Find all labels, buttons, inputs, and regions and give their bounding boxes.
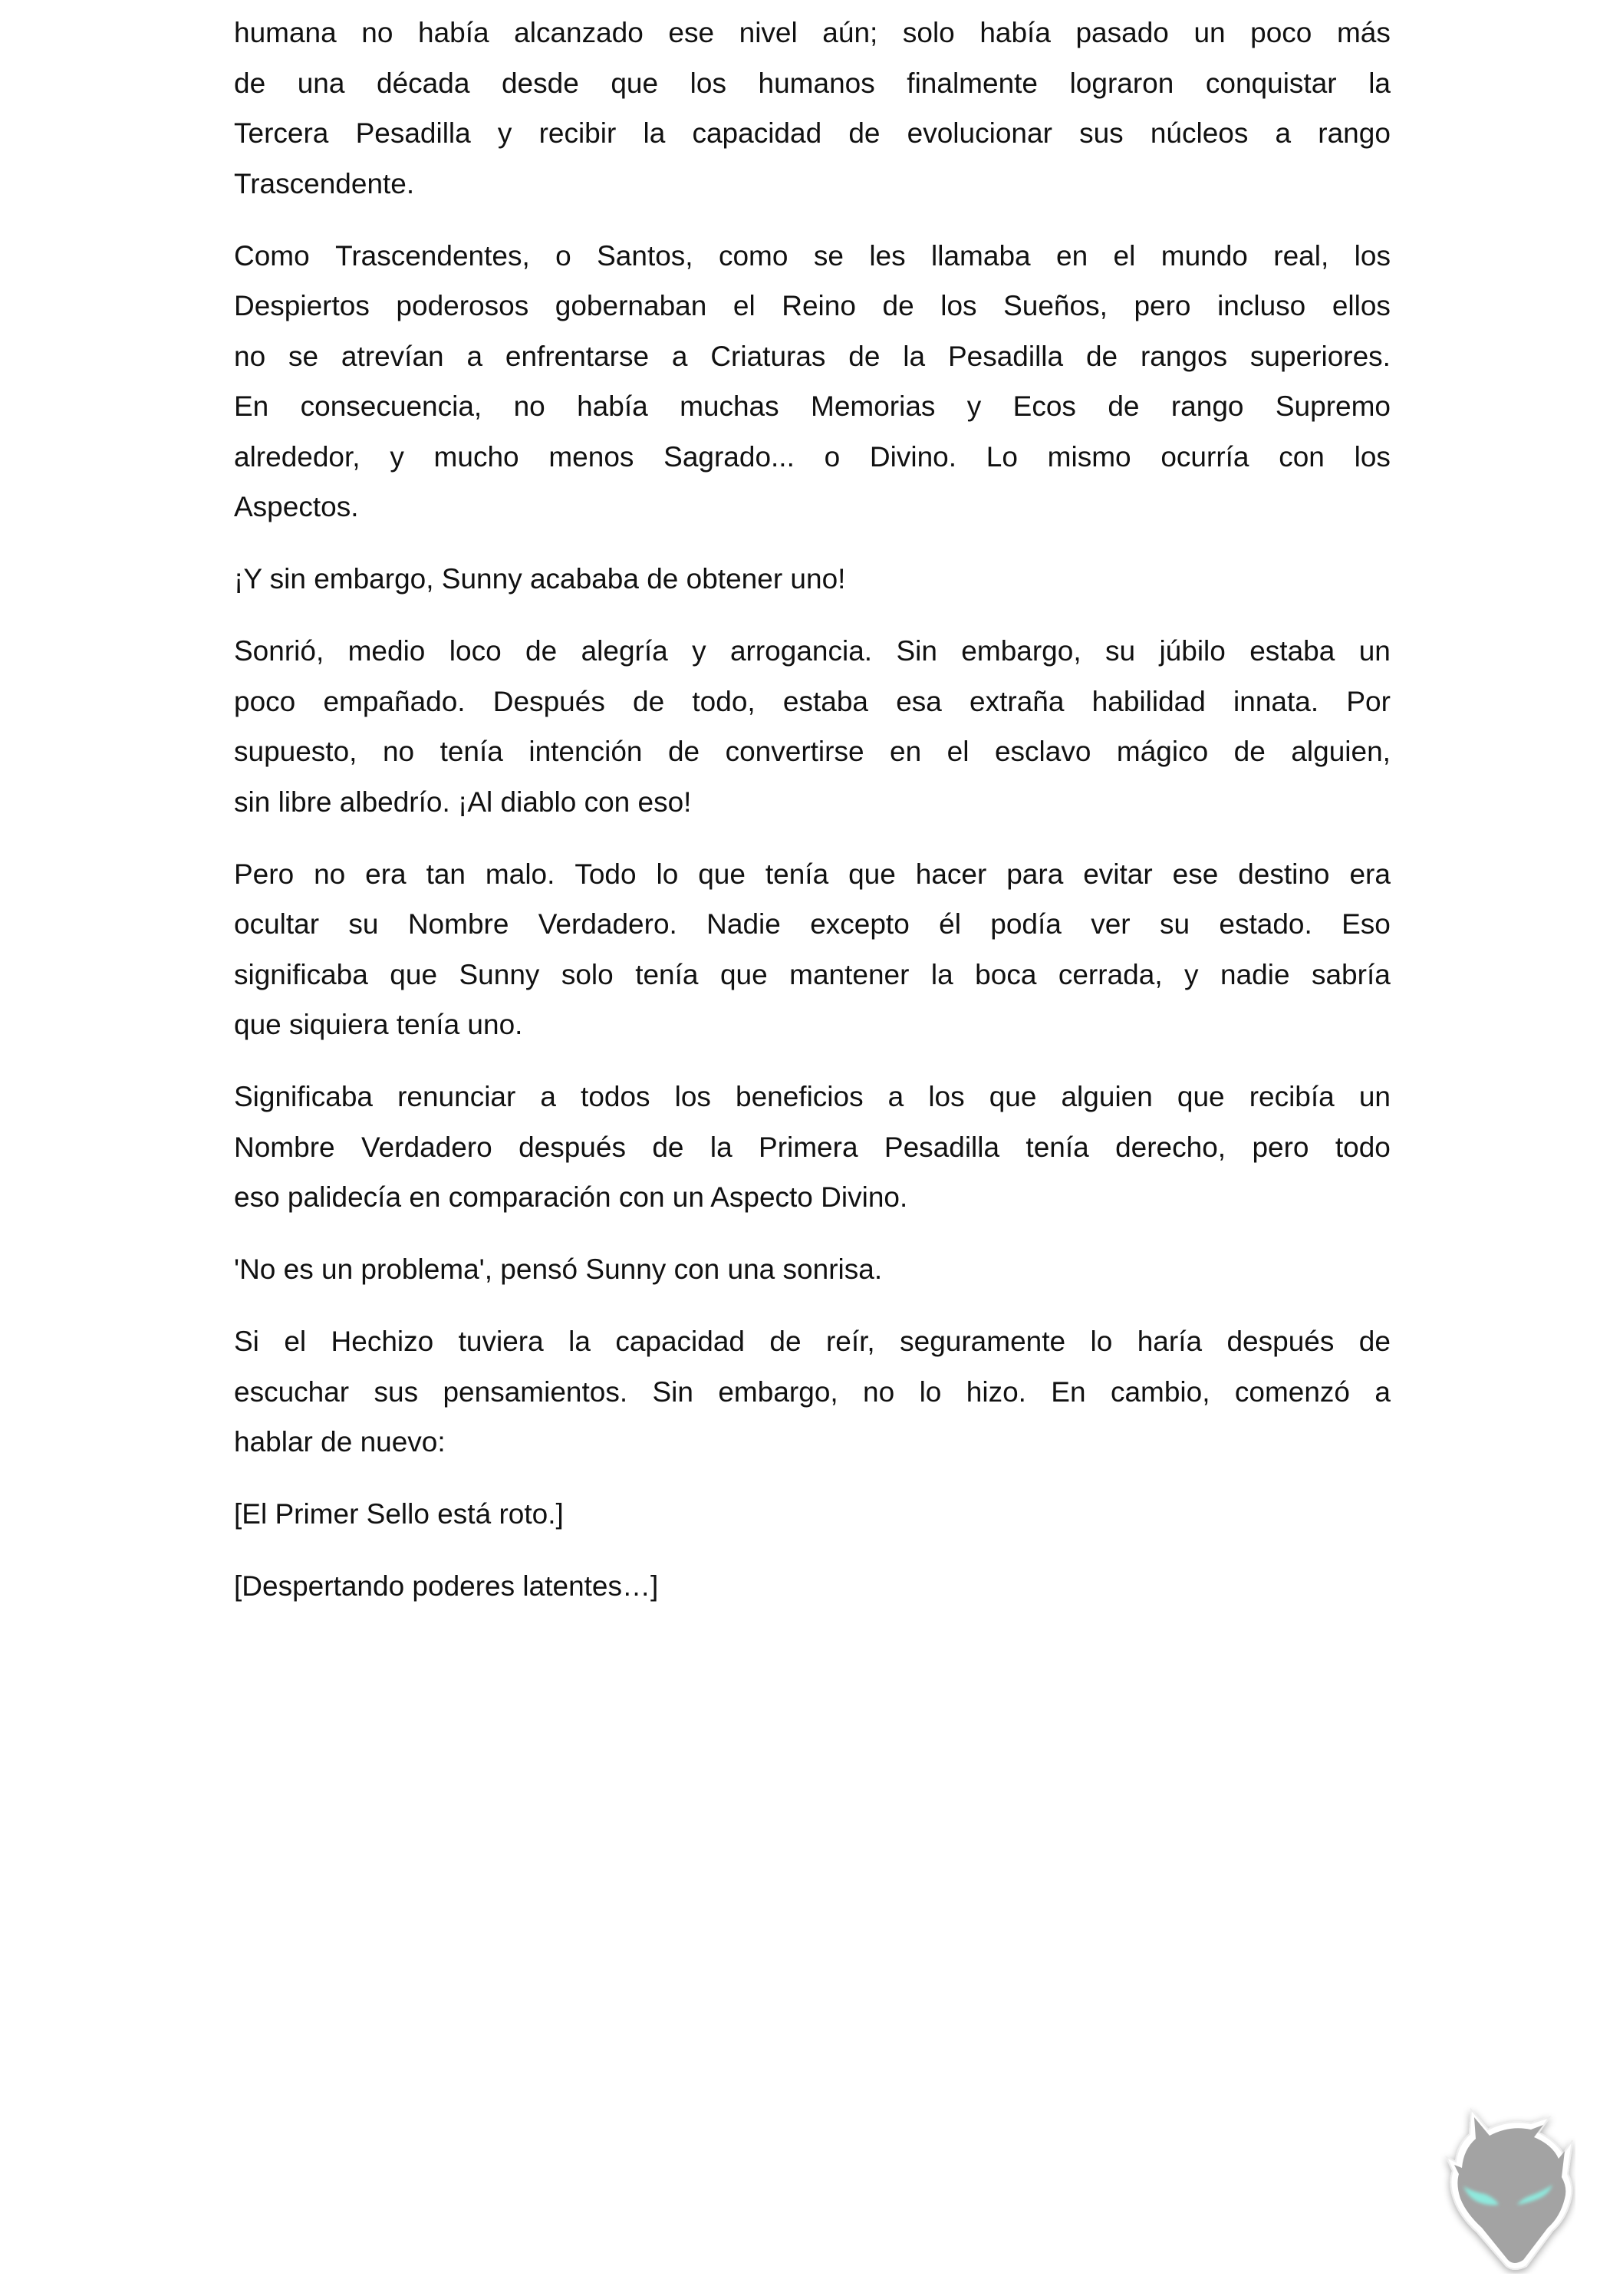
word: la <box>643 117 666 149</box>
word: después <box>1226 1326 1335 1357</box>
word: rango <box>1318 117 1391 149</box>
word: renunciar <box>397 1081 516 1112</box>
word: su <box>1104 635 1136 667</box>
word: conquistar <box>1205 67 1337 99</box>
word: enfrentarse <box>505 340 650 372</box>
word: Eso <box>1342 908 1391 940</box>
paragraph <box>234 554 1391 604</box>
text-line <box>234 849 1391 900</box>
word: con <box>1279 440 1325 473</box>
text-line <box>234 1316 1391 1367</box>
word: tenía <box>635 958 699 990</box>
word: que <box>390 958 438 990</box>
text-line <box>234 950 1391 1000</box>
word: y <box>497 117 512 149</box>
paragraph <box>234 1561 1391 1612</box>
word: a <box>466 340 483 372</box>
word: loco <box>449 635 502 667</box>
word: Primera <box>759 1131 858 1163</box>
word: haría <box>1137 1326 1203 1357</box>
word: tuviera <box>458 1326 544 1357</box>
word: humanos <box>758 67 875 99</box>
text-line <box>234 554 1391 604</box>
word: Sonrió, <box>234 635 324 667</box>
word: tenía <box>765 858 829 890</box>
text-line-content <box>234 108 1391 159</box>
word: pero <box>1134 290 1191 321</box>
word: Ecos <box>1012 390 1076 422</box>
word: Memorias <box>811 390 936 422</box>
word: que <box>989 1081 1037 1112</box>
word: En <box>1051 1375 1086 1408</box>
word: los <box>940 290 977 321</box>
word: a <box>1275 117 1292 149</box>
word: medio <box>347 635 426 667</box>
text-line <box>234 1000 1391 1050</box>
paragraph <box>234 1072 1391 1223</box>
word: tenía <box>439 736 503 767</box>
word: no <box>863 1375 895 1408</box>
paragraph <box>234 1244 1391 1295</box>
word: ellos <box>1332 290 1391 321</box>
word: embargo, <box>961 635 1081 667</box>
word: la <box>930 958 953 990</box>
word: mágico <box>1116 736 1209 767</box>
word: gobernaban <box>555 290 707 321</box>
text-line-content <box>234 432 1391 483</box>
word: él <box>939 908 961 940</box>
text-line-content <box>234 950 1391 1000</box>
word: Nombre <box>234 1131 335 1163</box>
word: solo <box>902 17 955 48</box>
word: y <box>692 635 706 667</box>
word: rango <box>1170 390 1244 422</box>
word: los <box>690 67 726 99</box>
word: no <box>314 858 346 890</box>
word: podía <box>990 908 1062 940</box>
text-line <box>234 777 1391 828</box>
word: Pesadilla <box>355 117 471 149</box>
word: los <box>1354 239 1391 272</box>
word: Lo <box>986 440 1018 473</box>
word: a <box>540 1081 556 1112</box>
word: convertirse <box>725 736 864 767</box>
word: su <box>348 908 379 940</box>
text-line <box>234 159 1391 209</box>
word: había <box>577 390 648 422</box>
word: la <box>709 1131 732 1163</box>
word: de <box>652 1131 684 1163</box>
word: Pero <box>234 858 295 890</box>
word: atrevían <box>341 340 444 372</box>
word: su <box>1159 908 1190 940</box>
word: Verdadero <box>360 1131 492 1163</box>
word: mundo <box>1160 239 1248 272</box>
word: Como <box>234 239 310 272</box>
word: pero <box>1252 1131 1309 1163</box>
word: alegría <box>581 635 668 667</box>
text-line-content: hablar de nuevo: <box>234 1426 446 1458</box>
word: tenía <box>1025 1131 1089 1163</box>
word: alguien <box>1061 1081 1153 1112</box>
word: Sin <box>652 1375 693 1408</box>
word: de <box>1233 736 1266 767</box>
word: como <box>718 239 788 272</box>
word: seguramente <box>900 1326 1066 1357</box>
word: que <box>698 858 746 890</box>
word: era <box>1349 858 1391 890</box>
text-line-content <box>234 281 1391 331</box>
word: década <box>377 67 470 99</box>
word: nivel <box>739 17 798 48</box>
word: hizo. <box>966 1375 1026 1408</box>
word: alrededor, <box>234 440 360 473</box>
word: lo <box>919 1375 942 1408</box>
text-line-content: [Despertando poderes latentes…] <box>234 1570 659 1602</box>
text-line-content <box>234 8 1391 58</box>
word: consecuencia, <box>300 390 482 422</box>
word: que <box>719 958 768 990</box>
word: no <box>382 736 415 767</box>
text-line <box>234 1489 1391 1540</box>
word: Significaba <box>234 1081 374 1112</box>
word: después <box>519 1131 626 1163</box>
word: desde <box>501 67 579 99</box>
word: o <box>824 440 841 473</box>
word: que <box>848 858 896 890</box>
logo-svg <box>1440 2103 1575 2274</box>
word: en <box>1056 239 1088 272</box>
word: superiores. <box>1249 340 1391 372</box>
word: malo. <box>485 858 555 890</box>
text-line-content: sin libre albedrío. ¡Al diablo con eso! <box>234 786 692 818</box>
text-line <box>234 1122 1391 1173</box>
word: significaba <box>234 958 368 990</box>
word: todo <box>1335 1131 1391 1163</box>
text-line <box>234 1561 1391 1612</box>
word: o <box>555 239 571 272</box>
text-line <box>234 1172 1391 1223</box>
word: Hechizo <box>331 1326 434 1357</box>
word: sus <box>374 1375 419 1408</box>
word: mucho <box>433 440 519 473</box>
word: Divino. <box>869 440 957 473</box>
word: ver <box>1091 908 1131 940</box>
word: no <box>234 340 266 372</box>
word: de <box>848 117 881 149</box>
word: Después <box>492 685 605 717</box>
text-line-content <box>234 899 1391 950</box>
word: extraña <box>970 685 1065 717</box>
word: de <box>1108 390 1140 422</box>
word: de <box>769 1326 802 1357</box>
paragraph <box>234 231 1391 532</box>
paragraph <box>234 626 1391 827</box>
word: la <box>903 340 926 372</box>
word: Pesadilla <box>947 340 1064 372</box>
word: todo, <box>692 685 756 717</box>
word: de <box>633 685 665 717</box>
word: poco <box>1250 17 1312 48</box>
text-line <box>234 58 1391 109</box>
word: esa <box>896 685 942 717</box>
word: esclavo <box>994 736 1091 767</box>
text-line <box>234 726 1391 777</box>
text-line <box>234 281 1391 331</box>
word: todos <box>581 1081 650 1112</box>
paragraph <box>234 849 1391 1050</box>
paragraph <box>234 8 1391 209</box>
demon-head-logo-icon <box>1440 2103 1575 2274</box>
paragraph <box>234 1489 1391 1540</box>
word: alcanzado <box>514 17 644 48</box>
word: no <box>513 390 545 422</box>
word: y <box>1184 958 1199 990</box>
word: Sueños, <box>1003 290 1108 321</box>
text-line-content: [El Primer Sello está roto.] <box>234 1498 564 1530</box>
word: los <box>1354 440 1391 473</box>
word: capacidad <box>692 117 822 149</box>
word: rangos <box>1140 340 1228 372</box>
word: un <box>1193 17 1226 48</box>
text-line-content: eso palidecía en comparación con un Aspecto Divino. <box>234 1181 908 1213</box>
word: y <box>966 390 982 422</box>
word: en <box>890 736 922 767</box>
word: Si <box>234 1326 259 1357</box>
word: Sagrado... <box>663 440 795 473</box>
word: humana <box>234 17 337 48</box>
text-line <box>234 899 1391 950</box>
word: lo <box>656 858 679 890</box>
word: beneficios <box>736 1081 864 1112</box>
word: arrogancia. <box>729 635 873 667</box>
word: Trascendentes, <box>335 239 530 272</box>
word: la <box>1368 67 1391 99</box>
text-line-content <box>234 849 1391 900</box>
text-line <box>234 482 1391 532</box>
text-line-content <box>234 1367 1391 1418</box>
word: poderosos <box>396 290 529 321</box>
text-line-content: ¡Y sin embargo, Sunny acababa de obtener uno! <box>234 563 846 595</box>
word: Todo <box>574 858 637 890</box>
word: menos <box>548 440 634 473</box>
text-line <box>234 1072 1391 1122</box>
text-line-content: Trascendente. <box>234 167 415 199</box>
word: y <box>390 440 404 473</box>
word: Verdadero. <box>538 908 677 940</box>
word: Nadie <box>706 908 781 940</box>
word: recibía <box>1249 1081 1335 1112</box>
word: el <box>946 736 970 767</box>
word: la <box>568 1326 591 1357</box>
word: Despiertos <box>234 290 370 321</box>
word: muchas <box>680 390 779 422</box>
text-line-content <box>234 1122 1391 1173</box>
text-line <box>234 1417 1391 1468</box>
text-line-content <box>234 677 1391 727</box>
word: excepto <box>810 908 910 940</box>
word: sabría <box>1311 958 1391 990</box>
text-line-content <box>234 1072 1391 1122</box>
word: Por <box>1346 685 1391 717</box>
word: había <box>979 17 1051 48</box>
text-line-content <box>234 231 1391 282</box>
word: habilidad <box>1091 685 1206 717</box>
word: ese <box>1172 858 1219 890</box>
text-line <box>234 8 1391 58</box>
word: los <box>928 1081 965 1112</box>
word: el <box>1113 239 1136 272</box>
word: era <box>365 858 407 890</box>
text-column <box>234 8 1391 1633</box>
word: evitar <box>1083 858 1153 890</box>
word: hacer <box>915 858 987 890</box>
word: a <box>1374 1375 1391 1408</box>
word: de <box>882 290 914 321</box>
word: evolucionar <box>907 117 1052 149</box>
word: de <box>1085 340 1118 372</box>
word: alguien, <box>1291 736 1391 767</box>
word: núcleos <box>1150 117 1249 149</box>
text-line <box>234 1367 1391 1418</box>
word: les <box>869 239 906 272</box>
word: estaba <box>782 685 868 717</box>
word: nadie <box>1220 958 1290 990</box>
paragraph <box>234 1316 1391 1468</box>
word: mantener <box>789 958 910 990</box>
word: de <box>525 635 558 667</box>
word: intención <box>528 736 643 767</box>
word: el <box>732 290 756 321</box>
word: cerrada, <box>1058 958 1163 990</box>
text-line-content <box>234 726 1391 777</box>
text-line <box>234 231 1391 282</box>
word: incluso <box>1217 290 1306 321</box>
word: estaba <box>1249 635 1335 667</box>
word: a <box>671 340 688 372</box>
word: mismo <box>1047 440 1131 473</box>
word: recibir <box>538 117 617 149</box>
text-line-content <box>234 626 1391 677</box>
word: pensamientos. <box>443 1375 628 1408</box>
text-line-content <box>234 58 1391 109</box>
word: Tercera <box>234 117 329 149</box>
text-line <box>234 677 1391 727</box>
text-line-content: 'No es un problema', pensó Sunny con una sonrisa. <box>234 1253 883 1285</box>
text-line-content <box>234 1316 1391 1367</box>
word: ese <box>668 17 715 48</box>
text-line <box>234 432 1391 483</box>
word: aún; <box>822 17 878 48</box>
word: había <box>418 17 489 48</box>
word: se <box>813 239 844 272</box>
text-line-content <box>234 381 1391 432</box>
word: lograron <box>1069 67 1174 99</box>
word: comenzó <box>1234 1375 1351 1408</box>
word: escuchar <box>234 1375 350 1408</box>
word: no <box>361 17 393 48</box>
word: solo <box>561 958 614 990</box>
word: Pesadilla <box>884 1131 1000 1163</box>
word: una <box>297 67 345 99</box>
word: destino <box>1238 858 1330 890</box>
word: Nombre <box>407 908 509 940</box>
word: Sunny <box>459 958 540 990</box>
word: un <box>1358 1081 1391 1112</box>
word: un <box>1358 635 1391 667</box>
word: más <box>1336 17 1391 48</box>
word: poco <box>234 685 296 717</box>
text-line <box>234 626 1391 677</box>
word: júbilo <box>1159 635 1226 667</box>
word: lo <box>1090 1326 1113 1357</box>
word: innata. <box>1233 685 1319 717</box>
word: de <box>1358 1326 1391 1357</box>
word: ocurría <box>1160 440 1249 473</box>
word: para <box>1006 858 1064 890</box>
word: boca <box>975 958 1037 990</box>
word: de <box>667 736 700 767</box>
text-line <box>234 108 1391 159</box>
word: Reino <box>782 290 856 321</box>
word: finalmente <box>907 67 1039 99</box>
word: ocultar <box>234 908 320 940</box>
word: que <box>1177 1081 1225 1112</box>
word: empañado. <box>323 685 466 717</box>
word: reír, <box>825 1326 875 1357</box>
word: capacidad <box>615 1326 745 1357</box>
word: cambio, <box>1110 1375 1210 1408</box>
word: que <box>611 67 659 99</box>
word: de <box>848 340 881 372</box>
word: los <box>674 1081 711 1112</box>
word: llamaba <box>931 239 1031 272</box>
text-line-content: Aspectos. <box>234 491 359 522</box>
text-line <box>234 381 1391 432</box>
word: se <box>288 340 319 372</box>
word: derecho, <box>1115 1131 1226 1163</box>
word: tan <box>426 858 466 890</box>
word: embargo, <box>718 1375 838 1408</box>
text-line <box>234 331 1391 382</box>
word: Sin <box>896 635 937 667</box>
word: Santos, <box>597 239 693 272</box>
text-line <box>234 1244 1391 1295</box>
word: de <box>234 67 266 99</box>
word: real, <box>1273 239 1329 272</box>
word: supuesto, <box>234 736 357 767</box>
word: sus <box>1079 117 1124 149</box>
word: Criaturas <box>710 340 826 372</box>
text-line-content <box>234 331 1391 382</box>
word: En <box>234 390 269 422</box>
text-line-content: que siquiera tenía uno. <box>234 1009 523 1040</box>
word: a <box>887 1081 904 1112</box>
word: pasado <box>1075 17 1169 48</box>
word: estado. <box>1219 908 1312 940</box>
word: Supremo <box>1275 390 1391 422</box>
word: el <box>284 1326 307 1357</box>
